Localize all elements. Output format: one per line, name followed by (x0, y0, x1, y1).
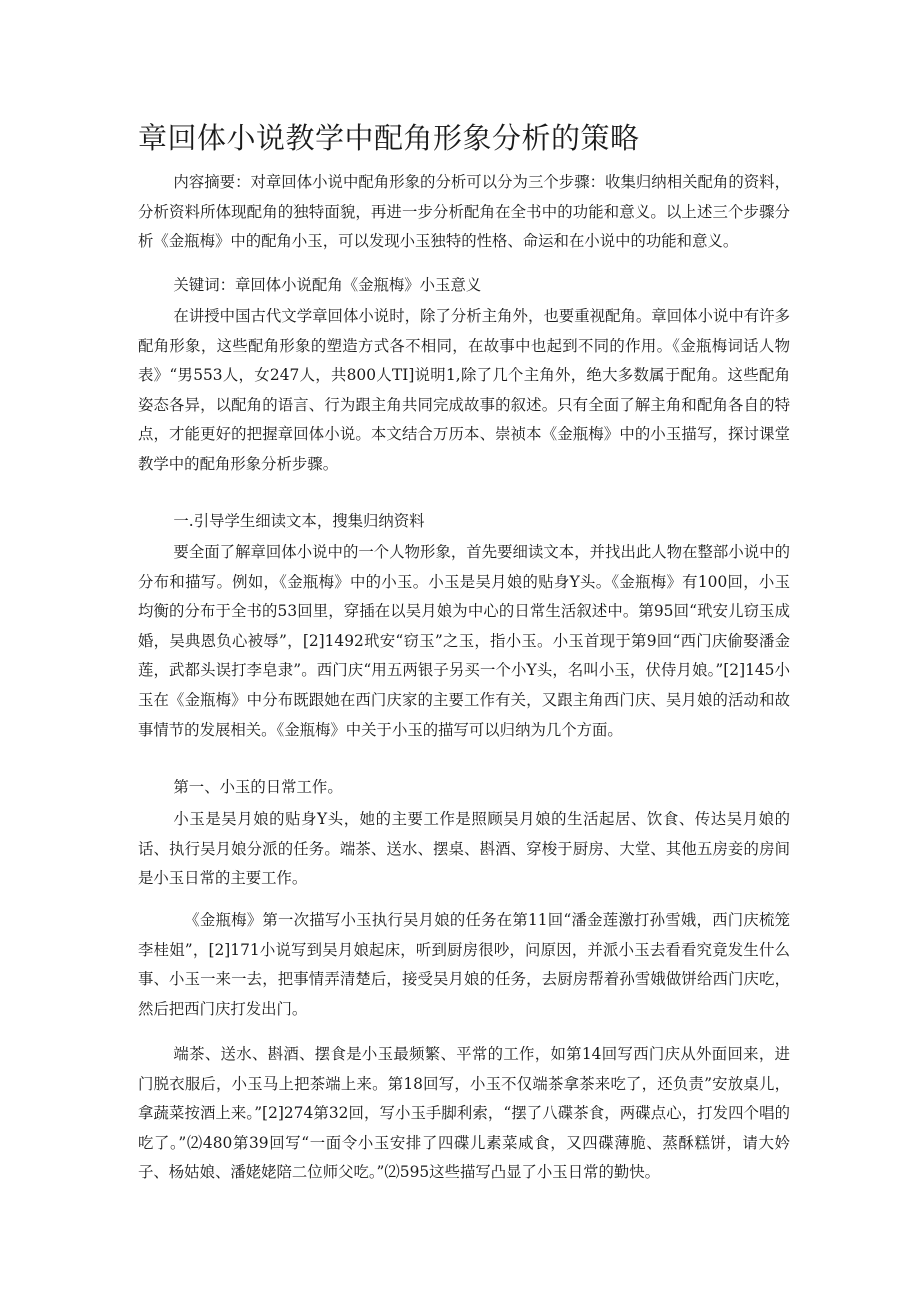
keywords-line: 关键词：章回体小说配角《金瓶梅》小玉意义 (173, 276, 482, 294)
abstract-paragraph: 内容摘要：对章回体小说中配角形象的分析可以分为三个步骤：收集归纳相关配角的资料，分析资料所体现配角的独特面貌，再进一步分析配角在全书中的功能和意义。以上述三个步骤分析《金瓶梅》中的配角小玉，可以发现小玉独特的性格、命运和在小说中的功能和意义。 (138, 173, 790, 251)
body-paragraph-daily-work: 小玉是吴月娘的贴身Y头，她的主要工作是照顾吴月娘的生活起居、饮食、传达吴月娘的话、执行吴月娘分派的任务。端茶、送水、摆桌、斟酒、穿梭于厨房、大堂、其他五房妾的房间是小玉日常的主要工作。 (138, 810, 790, 888)
section-heading-1: 一.引导学生细读文本，搜集归纳资料 (173, 512, 425, 530)
page-title: 章回体小说教学中配角形象分析的策略 (138, 121, 640, 155)
body-paragraph-section1: 要全面了解章回体小说中的一个人物形象，首先要细读文本，并找出此人物在整部小说中的分布和描写。例如，《金瓶梅》中的小玉。小玉是吴月娘的贴身Y头。《金瓶梅》有100回，小玉均衡的分布于全书的53回里，穿插在以吴月娘为中心的日常生活叙述中。第95回“玳安儿窃玉成婚，吴典恩负心被辱”，[2]1492玳安“窃玉”之玉，指小玉。小玉首现于第9回“西门庆偷娶潘金莲，武都头误打李皂隶”。西门庆“用五两银子另买一个小Y头，名叫小玉，伏侍月娘。”[2]145小玉在《金瓶梅》中分布既跟她在西门庆家的主要工作有关，又跟主角西门庆、吴月娘的活动和故事情节的发展相关。《金瓶梅》中关于小玉的描写可以归纳为几个方面。 (138, 543, 790, 739)
body-paragraph-intro: 在讲授中国古代文学章回体小说时，除了分析主角外，也要重视配角。章回体小说中有许多配角形象，这些配角形象的塑造方式各不相同，在故事中也起到不同的作用。《金瓶梅词话人物表》“男553人，女247人，共800人TI]说明1,除了几个主角外，绝大多数属于配角。这些配角姿态各异，以配角的语言、行为跟主角共同完成故事的叙述。只有全面了解主角和配角各自的特点，才能更好的把握章回体小说。本文结合万历本、崇祯本《金瓶梅》中的小玉描写，探讨课堂教学中的配角形象分析步骤。 (138, 307, 790, 473)
body-paragraph-frequent-work: 端茶、送水、斟酒、摆食是小玉最频繁、平常的工作，如第14回写西门庆从外面回来，进门脱衣服后，小玉马上把茶端上来。第18回写，小玉不仅端茶拿茶来吃了，还负责”安放桌儿，拿蔬菜按酒上来。”[2]274第32回，写小玉手脚利索，“摆了八碟茶食，两碟点心，打发四个唱的吃了。”⑵480第39回写“一面令小玉安排了四碟儿素菜咸食，又四碟薄脆、蒸酥糕饼，请大妗子、杨姑娘、潘姥姥陪二位师父吃。”⑵595这些描写凸显了小玉日常的勤快。 (138, 1045, 790, 1182)
body-paragraph-first-task: 《金瓶梅》第一次描写小玉执行吴月娘的任务在第11回“潘金莲激打孙雪娥，西门庆梳笼李桂姐”，[2]171小说写到吴月娘起床，听到厨房很吵，问原因，并派小玉去看看究竟发生什么事、小玉一来一去，把事情弄清楚后，接受吴月娘的任务，去厨房帮着孙雪娥做饼给西门庆吃，然后把西门庆打发出门。 (138, 911, 790, 1018)
subheading-daily-work: 第一、小玉的日常工作。 (173, 778, 343, 796)
